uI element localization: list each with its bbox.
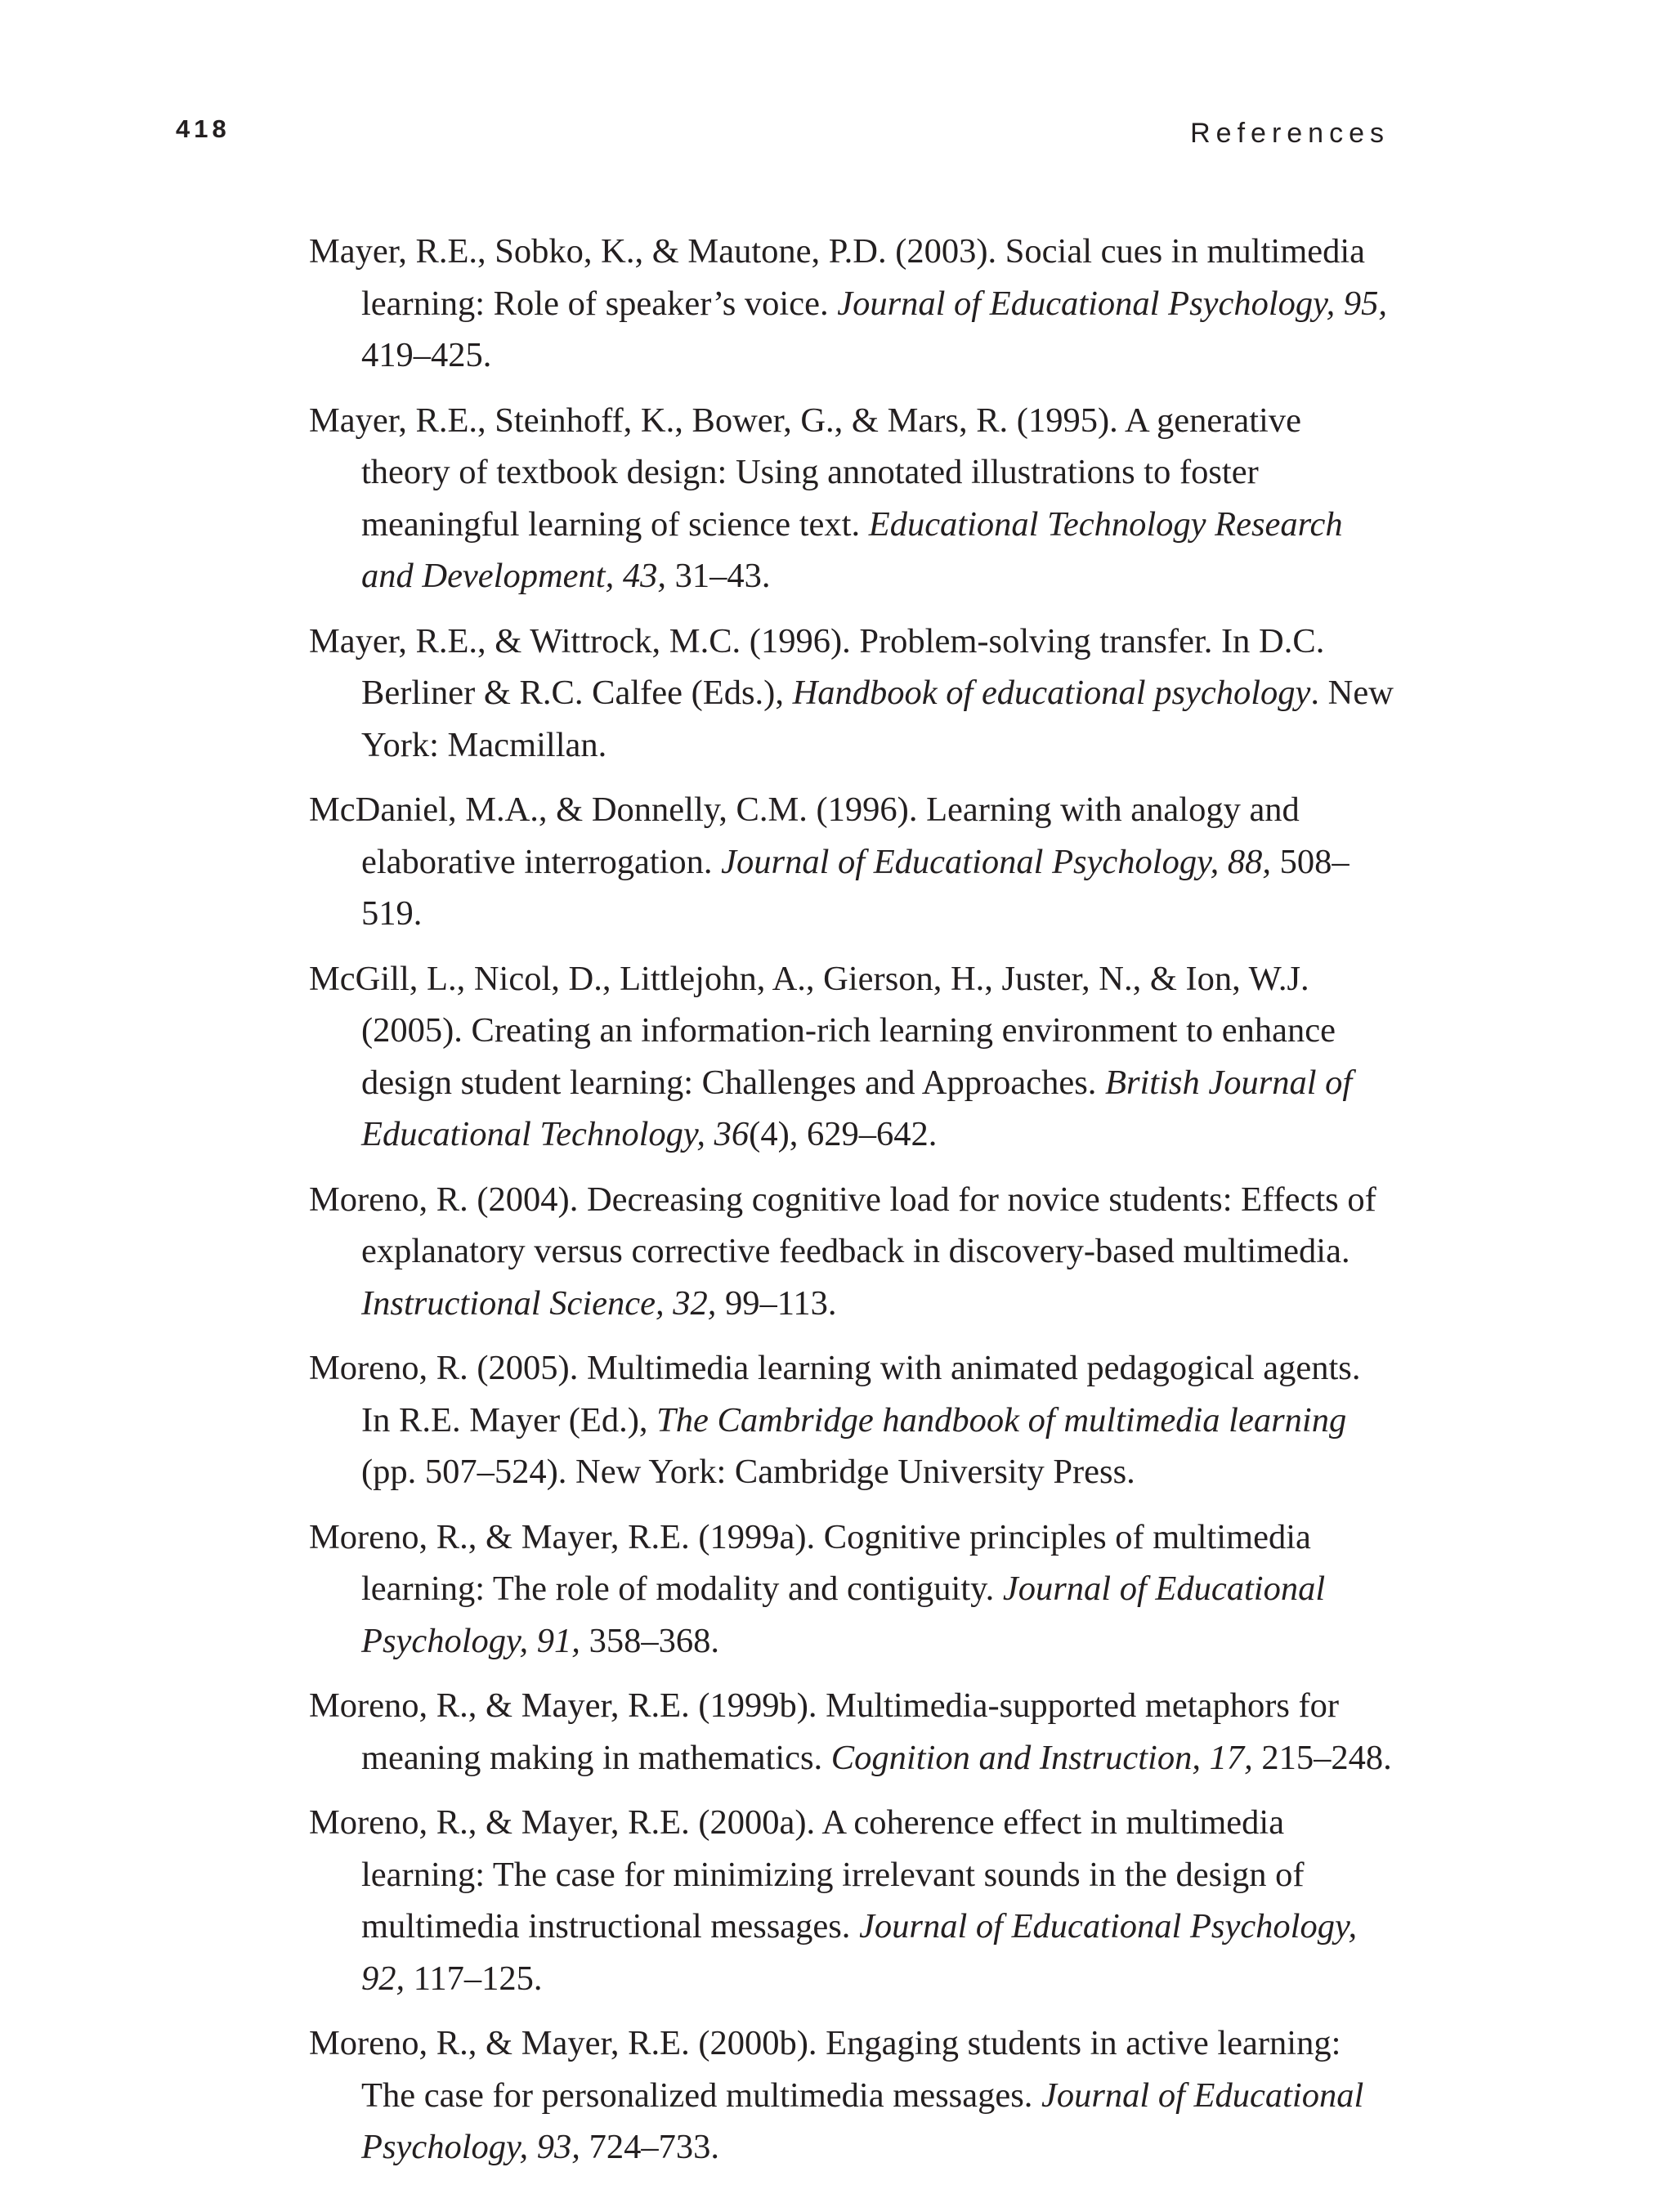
reference-pages: 724–733. — [580, 2128, 719, 2166]
reference-source: Journal of Educational Psychology, 88, — [721, 842, 1271, 881]
reference-text: Mayer, R.E., & Wittrock, M.C. (1996). Problem-solving transfer. In D.C. Berliner & R.C. Calfee (Eds.), — [309, 621, 1325, 712]
reference-source: The Cambridge handbook of multimedia learning — [656, 1400, 1347, 1440]
reference-source: Cognition and Instruction, 17, — [830, 1738, 1253, 1777]
reference-text: Moreno, R., & Mayer, R.E. (2000b). Engaging students in active learning: The case for personalized multimedia messages. — [309, 2024, 1341, 2115]
reference-entry — [309, 616, 1396, 772]
reference-pages: 215–248. — [1252, 1738, 1392, 1777]
reference-entry — [309, 953, 1396, 1161]
reference-entry — [309, 784, 1396, 940]
page-number: 418 — [176, 114, 231, 143]
reference-entry — [309, 2017, 1396, 2174]
reference-pages: 358–368. — [580, 1621, 719, 1660]
reference-pages: 508–519. — [361, 842, 1349, 933]
reference-text: Moreno, R., & Mayer, R.E. (1999b). Multimedia-supported metaphors for meaning making in mathematics. — [309, 1686, 1340, 1777]
reference-entry — [309, 226, 1396, 382]
reference-entry — [309, 1511, 1396, 1668]
reference-text: McDaniel, M.A., & Donnelly, C.M. (1996). Learning with analogy and elaborative interrogation. — [309, 790, 1300, 881]
reference-entry — [309, 1680, 1396, 1784]
reference-pages: (pp. 507–524). New York: Cambridge University Press. — [361, 1453, 1135, 1491]
reference-source: Journal of Educational Psychology, 92, — [361, 1907, 1358, 1998]
reference-pages: 419–425. — [361, 336, 492, 374]
reference-source: Instructional Science, 32, — [361, 1283, 717, 1323]
reference-source: Journal of Educational Psychology, 93, — [361, 2075, 1364, 2166]
reference-list — [309, 226, 1396, 2187]
running-head: References — [1190, 118, 1390, 149]
reference-source: Journal of Educational Psychology, 91, — [361, 1569, 1326, 1660]
reference-text: Moreno, R., & Mayer, R.E. (1999a). Cognitive principles of multimedia learning: The role of modality and contiguity. — [309, 1517, 1311, 1608]
reference-entry — [309, 395, 1396, 602]
reference-source: Handbook of educational psychology — [792, 674, 1311, 712]
reference-entry — [309, 1797, 1396, 2004]
reference-text: Mayer, R.E., Steinhoff, K., Bower, G., & Mars, R. (1995). A generative theory of textbook design: Using annotated illustrations to foster meaningful learning of science text. — [309, 401, 1301, 544]
reference-entry — [309, 1342, 1396, 1498]
reference-pages: . New York: Macmillan. — [361, 674, 1394, 764]
reference-pages: 99–113. — [716, 1283, 837, 1323]
reference-pages: 117–125. — [405, 1959, 543, 1998]
reference-text: Moreno, R. (2004). Decreasing cognitive load for novice students: Effects of explanatory versus corrective feedback in discovery-based multimedia. — [309, 1180, 1376, 1270]
reference-source: Educational Technology Research and Development, 43, — [361, 504, 1343, 595]
reference-text: Mayer, R.E., Sobko, K., & Mautone, P.D. (2003). Social cues in multimedia learning: Role of speaker’s voice. — [309, 232, 1366, 323]
reference-text: Moreno, R., & Mayer, R.E. (2000a). A coherence effect in multimedia learning: The case for minimizing irrelevant sounds in the design of multimedia instructional messages. — [309, 1803, 1305, 1946]
reference-entry — [309, 1174, 1396, 1330]
reference-text: Moreno, R. (2005). Multimedia learning with animated pedagogical agents. In R.E. Mayer (Ed.), — [309, 1349, 1361, 1440]
reference-pages: (4), 629–642. — [749, 1115, 938, 1153]
reference-text: McGill, L., Nicol, D., Littlejohn, A., Gierson, H., Juster, N., & Ion, W.J. (2005). Creating an information-rich learning environment to enhance design student learning: Challenges and Approaches. — [309, 959, 1336, 1102]
reference-pages: 31–43. — [665, 557, 771, 595]
reference-source: British Journal of Educational Technology, 36 — [361, 1063, 1353, 1153]
reference-source: Journal of Educational Psychology, 95, — [837, 284, 1388, 323]
